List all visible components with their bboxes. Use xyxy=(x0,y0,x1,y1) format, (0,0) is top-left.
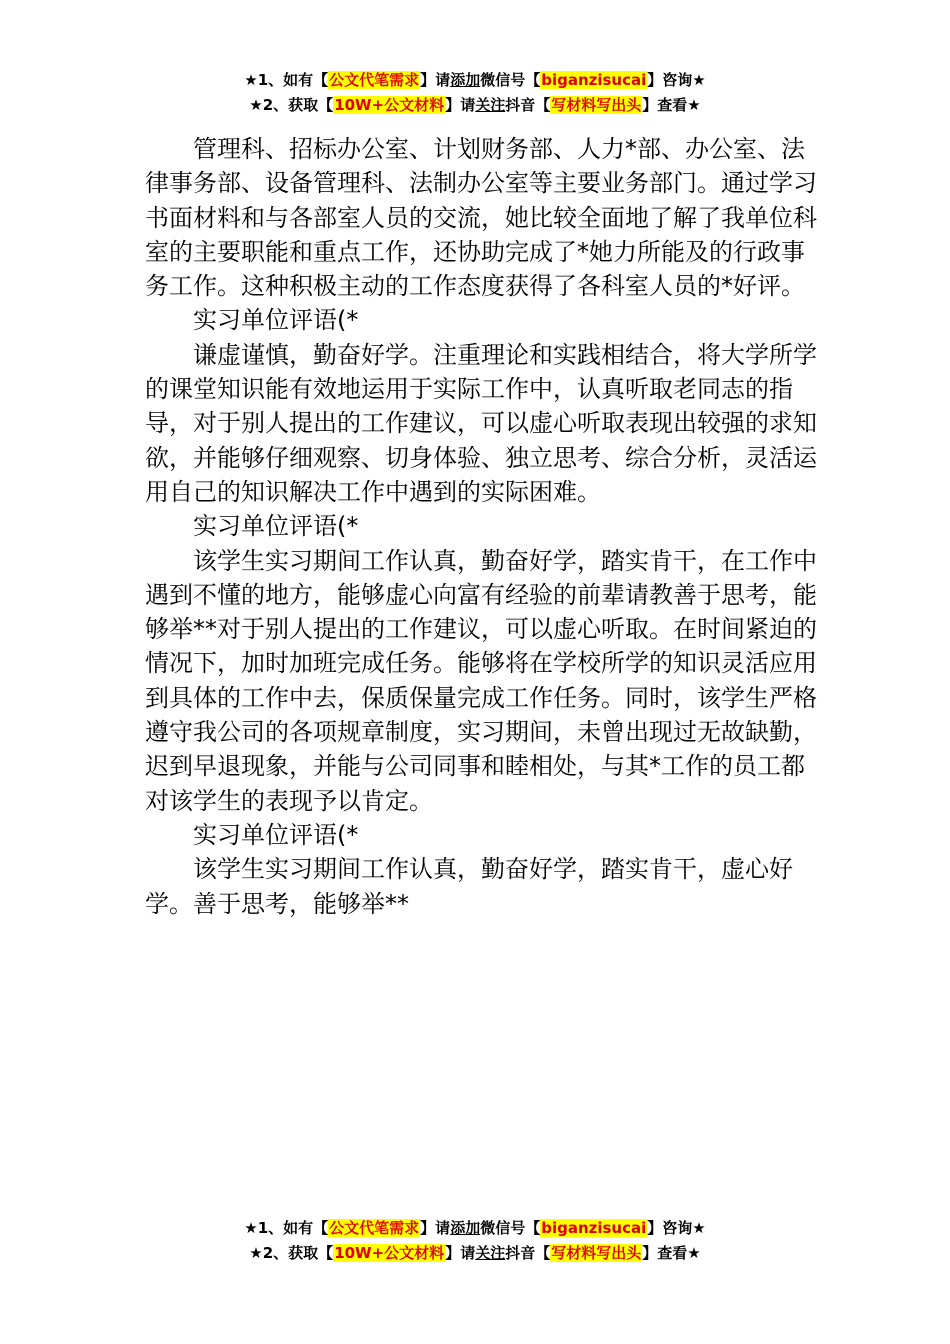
banner-text: ★2、获取【 xyxy=(249,96,334,114)
banner-highlight-materials: 10W+公文材料 xyxy=(334,96,445,114)
banner-underlined-text: 添加 xyxy=(450,1219,481,1237)
banner-highlight-douyin-id: 写材料写出头 xyxy=(551,1244,642,1262)
banner-underlined-text: 添加 xyxy=(450,71,481,89)
banner-text: 抖音【 xyxy=(505,96,551,114)
document-body xyxy=(145,132,825,921)
banner-text: 】咨询★ xyxy=(647,71,706,89)
banner-highlight-wechat-id: biganzisucai xyxy=(541,71,647,89)
banner-text: 】请 xyxy=(445,1244,476,1262)
banner-text: 】请 xyxy=(420,1219,451,1237)
banner-text: ★1、如有【 xyxy=(244,1219,329,1237)
banner-highlight-service: 公文代笔需求 xyxy=(329,71,420,89)
section-heading: 实习单位评语(* xyxy=(193,512,359,541)
banner-highlight-materials: 10W+公文材料 xyxy=(334,1244,445,1262)
banner-text: 抖音【 xyxy=(505,1244,551,1262)
paragraph: 该学生实习期间工作认真，勤奋好学，踏实肯干，虚心好学。善于思考，能够举** xyxy=(145,855,793,918)
banner-text: 】咨询★ xyxy=(647,1219,706,1237)
banner-highlight-service: 公文代笔需求 xyxy=(329,1219,420,1237)
banner-text: ★1、如有【 xyxy=(244,71,329,89)
banner-text: 】请 xyxy=(420,71,451,89)
banner-underlined-text: 关注 xyxy=(475,1244,506,1262)
section-heading: 实习单位评语(* xyxy=(193,306,359,335)
banner-highlight-wechat-id: biganzisucai xyxy=(541,1219,647,1237)
banner-line-2 xyxy=(0,93,950,118)
banner-line-1 xyxy=(0,1216,950,1241)
banner-text: 】请 xyxy=(445,96,476,114)
banner-line-2 xyxy=(0,1241,950,1266)
banner-highlight-douyin-id: 写材料写出头 xyxy=(551,96,642,114)
section-heading: 实习单位评语(* xyxy=(193,820,359,849)
banner-text: 】查看★ xyxy=(642,96,701,114)
paragraph: 管理科、招标办公室、计划财务部、人力*部、办公室、法律事务部、设备管理科、法制办公室等主要业务部门。通过学习书面材料和与各部室人员的交流，她比较全面地了解了我单位科室的主要职能和重点工作，还协助完成了*她力所能及的行政事务工作。这种积极主动的工作态度获得了各科室人员的*好评。 xyxy=(145,135,817,301)
footer-banner xyxy=(0,1216,950,1266)
paragraph: 该学生实习期间工作认真，勤奋好学，踏实肯干，在工作中遇到不懂的地方，能够虚心向富有经验的前辈请教善于思考，能够举**对于别人提出的工作建议，可以虚心听取。在时间紧迫的情况下，加时加班完成任务。能够将在学校所学的知识灵活应用到具体的工作中去，保质保量完成工作任务。同时，该学生严格遵守我公司的各项规章制度，实习期间，未曾出现过无故缺勤，迟到早退现象，并能与公司同事和睦相处，与其*工作的员工都对该学生的表现予以肯定。 xyxy=(145,546,817,815)
banner-underlined-text: 关注 xyxy=(475,96,506,114)
banner-text: ★2、获取【 xyxy=(249,1244,334,1262)
banner-line-1 xyxy=(0,68,950,93)
banner-text: 微信号【 xyxy=(480,1219,541,1237)
paragraph: 谦虚谨慎，勤奋好学。注重理论和实践相结合，将大学所学的课堂知识能有效地运用于实际工作中，认真听取老同志的指导，对于别人提出的工作建议，可以虚心听取表现出较强的求知欲，并能够仔细观察、切身体验、独立思考、综合分析，灵活运用自己的知识解决工作中遇到的实际困难。 xyxy=(145,340,817,506)
banner-text: 】查看★ xyxy=(642,1244,701,1262)
banner-text: 微信号【 xyxy=(480,71,541,89)
header-banner xyxy=(0,68,950,118)
